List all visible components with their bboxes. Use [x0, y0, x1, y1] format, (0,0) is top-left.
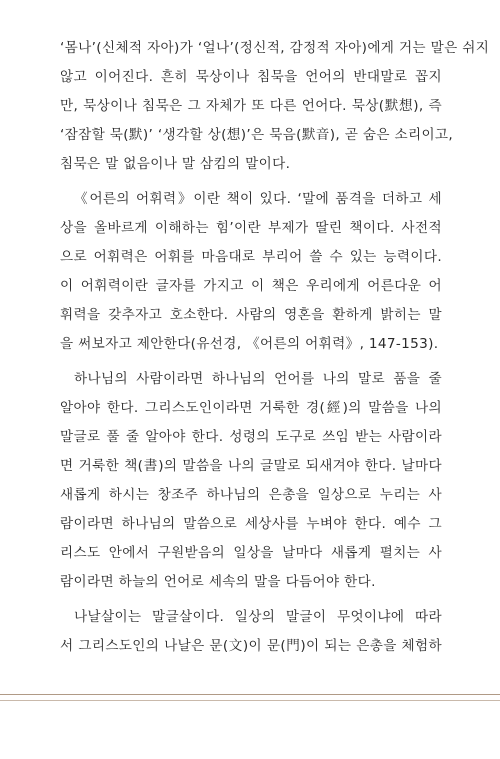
- text-line: 을 써보자고 제안한다(유선경, 《어른의 어휘력》, 147-153).: [60, 336, 439, 352]
- text-line: 면 거룩한 책(書)의 말씀을 나의 글말로 되새겨야 한다. 날마다: [60, 458, 442, 474]
- paragraph-2: [60, 185, 442, 359]
- text-line: 않고 이어진다. 흔히 묵상이나 침묵을 언어의 반대말로 꼽지: [60, 69, 442, 85]
- text-line: ‘잠잠할 묵(默)’ ‘생각할 상(想)’은 묵음(默音), 곧 숨은 소리이고,: [60, 127, 454, 143]
- body-text: [60, 34, 490, 661]
- text-line: 람이라면 하늘의 언어로 세속의 말을 다듬어야 한다.: [60, 574, 376, 590]
- footer-divider-line: [0, 694, 500, 695]
- text-line: 만, 묵상이나 침묵은 그 자체가 또 다른 언어다. 묵상(默想), 즉: [60, 98, 442, 114]
- text-line: ‘몸나’(신체적 자아)가 ‘얼나’(정신적, 감정적 자아)에게 거는 말은 쉬지: [60, 40, 490, 56]
- text-line: 람이라면 하나님의 말씀으로 세상사를 누벼야 한다. 예수 그: [60, 516, 442, 532]
- text-line: 서 그리스도인의 나날은 문(文)이 문(門)이 되는 은총을 체험하: [60, 638, 442, 654]
- paragraph-4: [60, 603, 442, 661]
- text-line: 휘력을 갖추자고 호소한다. 사람의 영혼을 환하게 밝히는 말: [60, 307, 442, 323]
- text-line: 알아야 한다. 그리스도인이라면 거룩한 경(經)의 말씀을 나의: [60, 400, 442, 416]
- paragraph-1: [60, 34, 490, 179]
- text-line: 하나님의 사람이라면 하나님의 언어를 나의 말로 품을 줄: [74, 371, 442, 387]
- text-line: 리스도 안에서 구원받음의 일상을 날마다 새롭게 펼치는 사: [60, 545, 442, 561]
- text-line: 나날살이는 말글살이다. 일상의 말글이 무엇이냐에 따라: [74, 609, 442, 625]
- footer-divider-line-thin: [0, 700, 500, 701]
- paragraph-3: [60, 365, 442, 597]
- text-line: 으로 어휘력은 어휘를 마음대로 부리어 쓸 수 있는 능력이다.: [60, 249, 442, 265]
- text-line: 말글로 풀 줄 알아야 한다. 성령의 도구로 쓰임 받는 사람이라: [60, 429, 442, 445]
- text-line: 침묵은 말 없음이나 말 삼킴의 말이다.: [60, 156, 291, 172]
- text-line: 새롭게 하시는 창조주 하나님의 은총을 일상으로 누리는 사: [60, 487, 442, 503]
- text-line: 상을 올바르게 이해하는 힘’이란 부제가 딸린 책이다. 사전적: [60, 220, 442, 236]
- text-line: 이 어휘력이란 글자를 가지고 이 책은 우리에게 어른다운 어: [60, 278, 442, 294]
- text-line: 《어른의 어휘력》이란 책이 있다. ‘말에 품격을 더하고 세: [74, 191, 442, 207]
